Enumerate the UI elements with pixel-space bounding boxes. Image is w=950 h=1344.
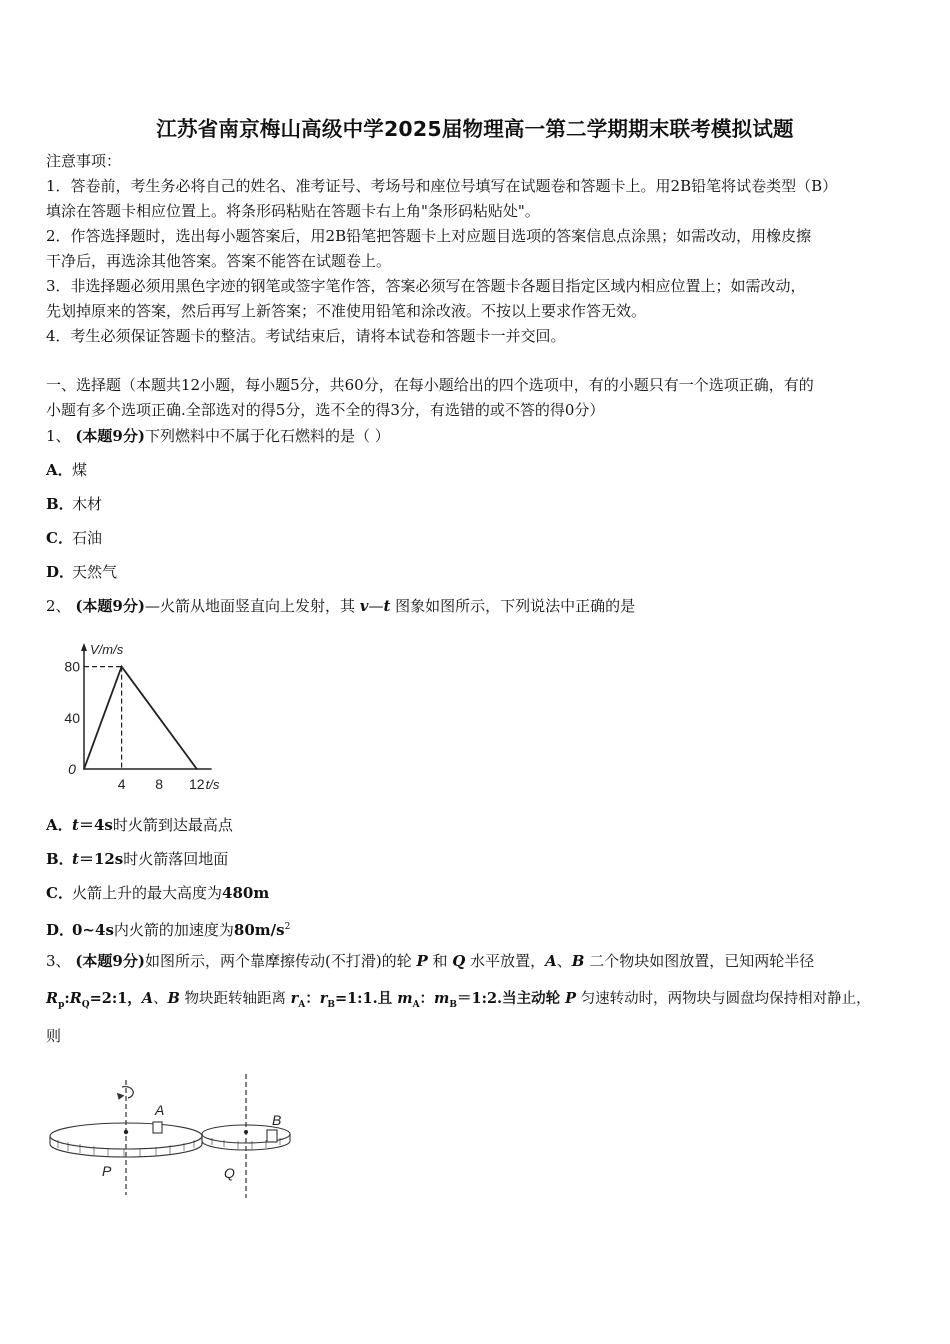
text: 和 — [427, 952, 453, 970]
notice-line: 干净后，再选涂其他答案。答案不能答在试题卷上。 — [46, 252, 392, 270]
x-tick-label: 8 — [155, 776, 164, 792]
center-q — [244, 1130, 248, 1134]
dash: — — [368, 597, 384, 615]
option-text: 天然气 — [72, 563, 118, 581]
option-letter: A． — [46, 816, 73, 834]
question-3-stem-line3: 则 — [46, 1027, 62, 1045]
question-1-option-a — [46, 460, 87, 480]
option-text: 木材 — [72, 495, 103, 513]
page-title: 江苏省南京梅山高级中学2025届物理高一第二学期期末联考模拟试题 — [156, 117, 794, 141]
var-B: B — [571, 952, 585, 970]
text: 水平放置， — [465, 952, 546, 970]
option-text: 煤 — [72, 461, 88, 479]
notice-line: 填涂在答题卡相应位置上。将条形码粘贴在答题卡右上角"条形码粘贴处"。 — [46, 202, 540, 220]
text: 、 — [556, 952, 572, 970]
question-score: (本题9分) — [75, 427, 145, 445]
question-text: —火箭从地面竖直向上发射，其 — [144, 597, 360, 615]
option-text: 内火箭的加速度为 — [113, 921, 234, 939]
text: =2:1， — [89, 990, 142, 1007]
question-1-option-d — [46, 562, 117, 582]
y-axis-label: V/m/s — [90, 642, 124, 657]
question-2-option-b — [46, 849, 228, 869]
option-letter: D． — [46, 563, 75, 581]
y-tick-label: 40 — [64, 709, 80, 726]
option-text: 时火箭落回地面 — [123, 850, 229, 868]
question-2-option-a — [46, 815, 233, 835]
option-letter: B． — [46, 850, 74, 868]
var-P: P — [416, 952, 428, 970]
section-heading-line1: 一、选择题（本题共12小题，每小题5分，共60分，在每小题给出的四个选项中，有的小题只有一个选项正确，有的 — [46, 376, 814, 394]
question-text: 下列燃料中不属于化石燃料的是（ ） — [144, 427, 390, 445]
question-score: (本题9分) — [75, 952, 145, 970]
text: ： — [419, 990, 435, 1007]
center-p — [124, 1130, 128, 1134]
subscript: Q — [81, 999, 90, 1010]
question-1-stem — [46, 426, 390, 446]
var-m: m — [397, 990, 413, 1007]
text: 物块距转轴距离 — [179, 991, 291, 1007]
question-3-stem-line2 — [46, 989, 871, 1015]
question-number: 1、 — [46, 427, 71, 445]
section-heading-line2: 小题有多个选项正确.全部选对的得5分，选不全的得3分，有选错的或不答的得0分） — [46, 401, 605, 419]
x-tick-label: 4 — [117, 776, 126, 792]
x-axis-label: t/s — [205, 777, 220, 792]
var-r: r — [319, 990, 328, 1007]
value: ＝12s — [78, 850, 124, 868]
var-Q: Q — [452, 952, 466, 970]
var-A: A — [545, 952, 557, 970]
block-b — [267, 1130, 277, 1142]
question-2-option-c — [46, 883, 269, 903]
text: =1:1.且 — [334, 990, 398, 1007]
option-letter: D． — [46, 921, 75, 939]
option-text: 石油 — [72, 529, 103, 547]
question-number: 2、 — [46, 597, 71, 615]
value: 480m — [222, 884, 270, 902]
label-p: P — [102, 1163, 112, 1179]
rotation-arrow-icon — [122, 1087, 133, 1098]
subscript: p — [58, 999, 65, 1010]
var-t: t — [72, 816, 79, 834]
x-tick-label: 0 — [68, 761, 76, 777]
data-point — [83, 768, 85, 770]
question-2-stem — [46, 596, 635, 616]
text: ： — [305, 990, 320, 1007]
option-letter: C． — [46, 529, 73, 547]
question-3-stem-line1 — [46, 951, 814, 971]
label-b: B — [272, 1112, 282, 1128]
var-R: R — [69, 990, 82, 1007]
notice-line: 1．答卷前，考生务必将自己的姓名、准考证号、考场号和座位号填写在试题卷和答题卡上。用2B铅笔将试卷类型（B） — [46, 177, 838, 195]
label-q: Q — [224, 1165, 235, 1181]
question-text-end: 图象如图所示，下列说法中正确的是 — [390, 597, 636, 615]
label-a: A — [155, 1102, 165, 1118]
subscript: B — [449, 999, 457, 1010]
vt-chart — [56, 632, 236, 800]
question-score: (本题9分) — [75, 597, 145, 615]
text: ＝1:2.当主动轮 — [457, 990, 566, 1007]
data-point — [196, 768, 198, 770]
subscript: A — [412, 999, 420, 1010]
var-v: v — [359, 597, 369, 615]
option-letter: C． — [46, 884, 73, 902]
question-2-option-d — [46, 917, 290, 940]
var-m: m — [434, 990, 450, 1007]
option-letter: A． — [46, 461, 73, 479]
notice-line: 2．作答选择题时，选出每小题答案后，用2B铅笔把答题卡上对应题目选项的答案信息点涂黑；如需改动，用橡皮擦 — [46, 227, 812, 245]
series-line — [84, 667, 197, 769]
text: 匀速转动时，两物块与圆盘均保持相对静止， — [576, 991, 871, 1007]
subscript: A — [298, 999, 306, 1010]
var-R: R — [46, 990, 59, 1007]
question-number: 3、 — [46, 952, 71, 970]
y-axis-arrow — [81, 643, 87, 651]
var-P: P — [565, 990, 577, 1007]
var-t: t — [72, 850, 79, 868]
value: 80m/s — [233, 921, 285, 939]
var-A: A — [141, 990, 154, 1007]
subscript: B — [327, 999, 335, 1010]
block-a — [153, 1122, 162, 1133]
option-text: 火箭上升的最大高度为 — [72, 884, 223, 902]
text: 如图所示，两个靠摩擦传动(不打滑)的轮 — [144, 952, 417, 970]
question-1-option-b — [46, 494, 102, 514]
option-text: 时火箭到达最高点 — [112, 816, 233, 834]
value: ＝4s — [78, 816, 113, 834]
notice-line: 先划掉原来的答案，然后再写上新答案；不准使用铅笔和涂改液。不按以上要求作答无效。 — [46, 302, 647, 320]
y-tick-label: 80 — [64, 658, 80, 675]
var-t: t — [383, 597, 391, 615]
var-B: B — [167, 990, 180, 1007]
value: 0~4s — [72, 921, 114, 939]
text: 二个物块如图放置，已知两轮半径 — [584, 952, 815, 970]
option-letter: B． — [46, 495, 74, 513]
friction-wheels-figure — [44, 1070, 304, 1200]
x-tick-label: 12 — [189, 776, 205, 792]
notice-line: 3．非选择题必须用黑色字迹的钢笔或签字笔作答，答案必须写在答题卡各题目指定区域内相应位置上；如需改动， — [46, 277, 806, 295]
question-1-option-c — [46, 528, 102, 548]
text: : — [64, 990, 70, 1007]
rotation-arrowhead-icon — [115, 1093, 125, 1101]
notice-heading: 注意事项： — [46, 152, 122, 170]
text: 、 — [153, 991, 168, 1007]
notice-line: 4．考生必须保证答题卡的整洁。考试结束后，请将本试卷和答题卡一并交回。 — [46, 327, 566, 345]
superscript: 2 — [284, 922, 291, 932]
var-r: r — [290, 990, 299, 1007]
